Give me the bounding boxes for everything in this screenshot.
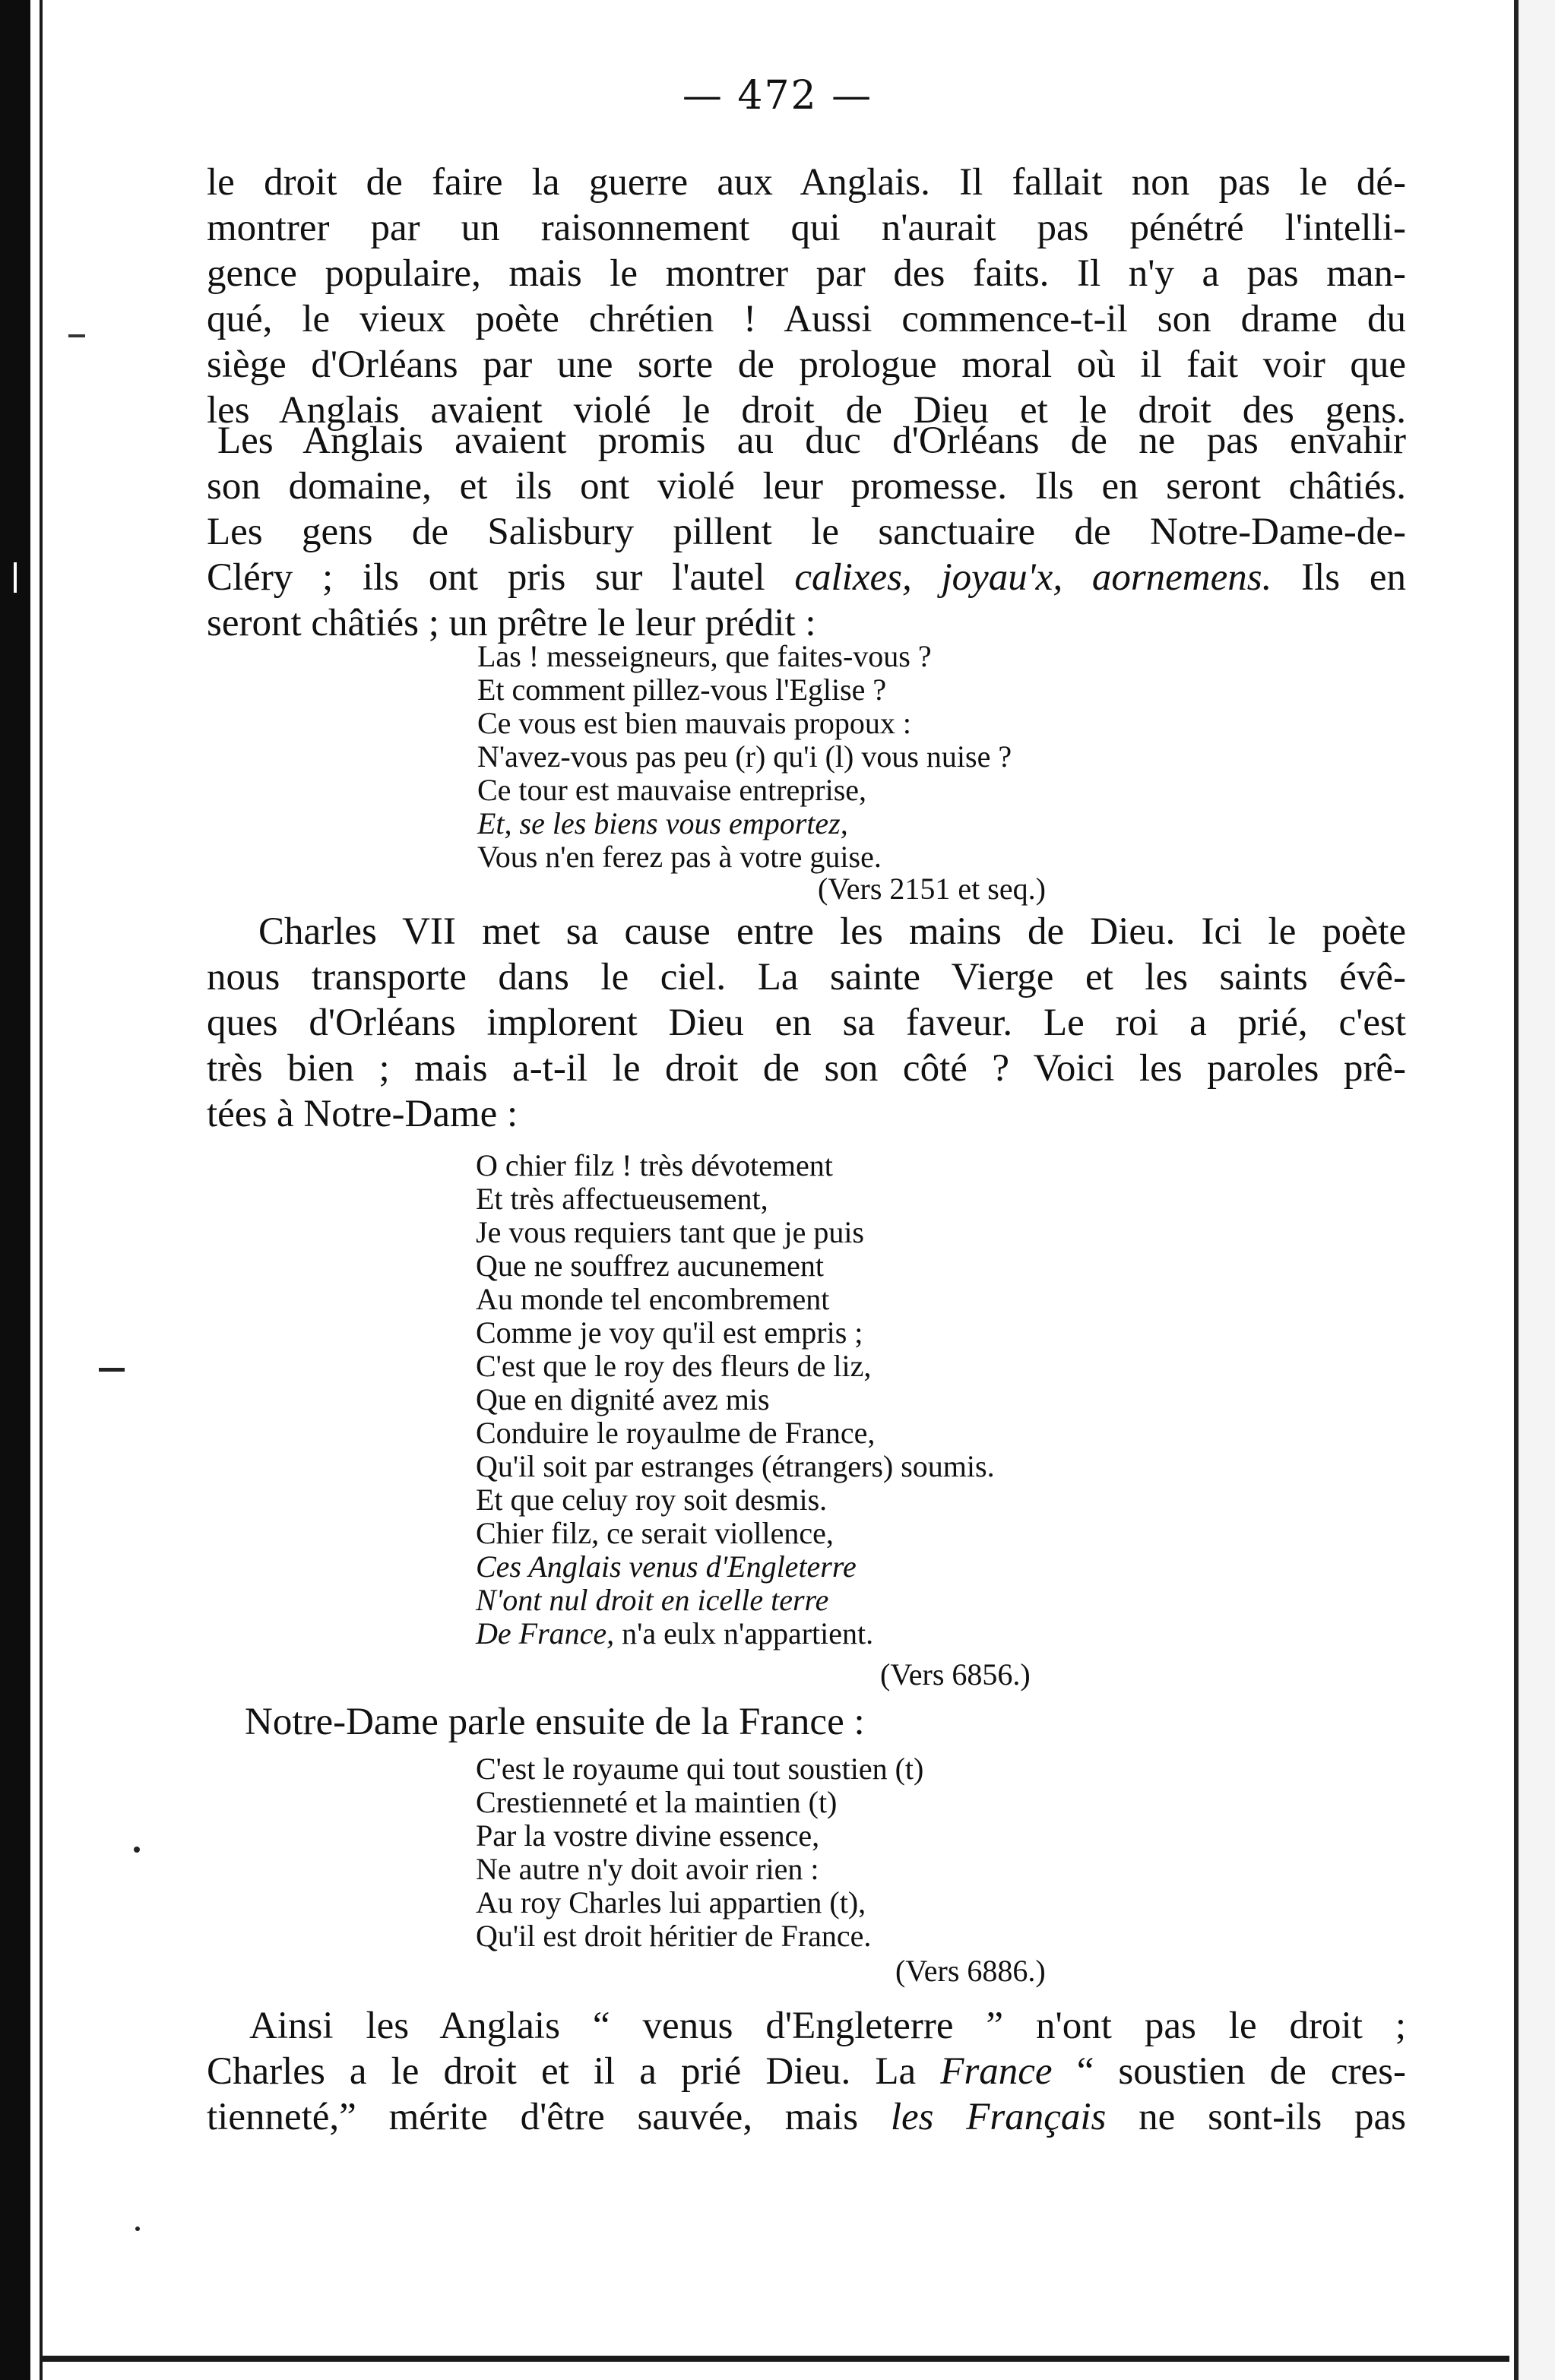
verse-line: Par la vostre divine essence, xyxy=(476,1818,820,1853)
verse-line: Ces Anglais venus d'Engleterre xyxy=(476,1549,857,1584)
verse-line: Je vous requiers tant que je puis xyxy=(476,1215,864,1249)
margin-mark xyxy=(14,562,17,593)
text-segment: “ soustien de cres- xyxy=(1076,2050,1407,2093)
binding-line xyxy=(40,0,43,2380)
verse-line: Et très affectueusement, xyxy=(476,1182,768,1216)
text-line: qué, le vieux poète chrétien ! Aussi commence-t-il son drame du xyxy=(207,298,1406,340)
text-segment: Ils en xyxy=(1301,556,1407,599)
italic-segment: De France, xyxy=(476,1616,615,1650)
text-segment: n'a eulx n'appartient. xyxy=(622,1616,874,1650)
text-segment: ne sont-ils pas xyxy=(1139,2096,1407,2138)
text-line: gence populaire, mais le montrer par des faits. Il n'y a pas man- xyxy=(207,252,1406,295)
text-line: Ainsi les Anglais “ venus d'Engleterre ” n'ont pas le droit ; xyxy=(249,2005,1406,2047)
verse-line: Qu'il est droit héritier de France. xyxy=(476,1919,872,1953)
page-edge-bottom xyxy=(43,2356,1509,2362)
paragraph-4 xyxy=(245,1699,1406,1745)
margin-mark xyxy=(99,1368,125,1372)
verse-line: O chier filz ! très dévotement xyxy=(476,1148,833,1182)
italic-segment: calixes, joyau'x, aornemens. xyxy=(794,556,1272,599)
text-line: siège d'Orléans par une sorte de prologue moral où il fait voir que xyxy=(207,343,1406,386)
page-number: — 472 — xyxy=(682,73,873,119)
verse-line: Comme je voy qu'il est empris ; xyxy=(476,1315,863,1350)
text-line: les Anglais avaient violé le droit de Dieu et le droit des gens. xyxy=(207,389,1406,432)
margin-mark xyxy=(134,1847,140,1853)
text-line: seront châtiés ; un prêtre le leur prédit : xyxy=(207,602,816,644)
text-line: le droit de faire la guerre aux Anglais. Il fallait non pas le dé- xyxy=(207,161,1406,204)
text-line xyxy=(207,2049,1406,2094)
verse-line: Ne autre n'y doit avoir rien : xyxy=(476,1852,819,1886)
text-line xyxy=(207,2094,1406,2140)
text-line: son domaine, et ils ont violé leur promesse. Ils en seront châtiés. xyxy=(207,465,1406,508)
verse-line: Au roy Charles lui appartien (t), xyxy=(476,1885,866,1920)
verse-line: C'est que le roy des fleurs de liz, xyxy=(476,1349,872,1383)
verse-line: N'ont nul droit en icelle terre xyxy=(476,1583,829,1617)
verse-line: Vous n'en ferez pas à votre guise. xyxy=(477,840,882,874)
verse-line: Qu'il soit par estranges (étrangers) soumis. xyxy=(476,1449,995,1483)
verse-line: Crestienneté et la maintien (t) xyxy=(476,1785,838,1819)
verse-line: Conduire le royaulme de France, xyxy=(476,1416,876,1450)
verse-reference: (Vers 6886.) xyxy=(895,1954,1046,1988)
text-line: Charles VII met sa cause entre les mains de Dieu. Ici le poète xyxy=(258,910,1406,953)
verse-line: Chier filz, ce serait viollence, xyxy=(476,1516,834,1550)
verse-block-1 xyxy=(477,640,1012,874)
text-line: très bien ; mais a-t-il le droit de son côté ? Voici les paroles prê- xyxy=(207,1047,1406,1090)
paragraph-3 xyxy=(207,909,1406,1137)
paragraph-2 xyxy=(207,418,1406,646)
verse-line: Que ne souffrez aucunement xyxy=(476,1249,824,1283)
verse-line: Ce vous est bien mauvais propoux : xyxy=(477,706,912,740)
paragraph-5 xyxy=(207,2003,1406,2140)
paragraph-1 xyxy=(207,160,1406,433)
verse-line: Ce tour est mauvaise entreprise, xyxy=(477,773,867,807)
verse-block-2 xyxy=(476,1149,995,1650)
verse-reference: (Vers 2151 et seq.) xyxy=(818,872,1046,906)
verse-line: Et que celuy roy soit desmis. xyxy=(476,1483,828,1517)
italic-segment: France xyxy=(940,2050,1053,2093)
text-line: nous transporte dans le ciel. La sainte Vierge et les saints évê- xyxy=(207,956,1406,999)
verse-line: N'avez-vous pas peu (r) qu'i (l) vous nuise ? xyxy=(477,739,1012,774)
verse-line xyxy=(476,1617,995,1650)
text-line: Les Anglais avaient promis au duc d'Orléans de ne pas envahir xyxy=(217,419,1406,462)
verse-line: Que en dignité avez mis xyxy=(476,1382,770,1416)
page-edge xyxy=(1509,0,1555,2380)
text-line xyxy=(207,555,1406,600)
verse-block-3 xyxy=(476,1752,923,1953)
verse-line: Et, se les biens vous emportez, xyxy=(477,806,848,840)
margin-mark xyxy=(68,334,85,337)
text-segment: Cléry ; ils ont pris sur l'autel xyxy=(207,556,765,599)
verse-reference: (Vers 6856.) xyxy=(880,1657,1031,1692)
verse-line: C'est le royaume qui tout soustien (t) xyxy=(476,1752,924,1786)
text-line: Les gens de Salisbury pillent le sanctuaire de Notre-Dame-de- xyxy=(207,511,1406,553)
verse-line: Et comment pillez-vous l'Eglise ? xyxy=(477,673,887,707)
text-line: montrer par un raisonnement qui n'aurait pas pénétré l'intelli- xyxy=(207,207,1406,249)
text-line: tées à Notre-Dame : xyxy=(207,1093,518,1135)
margin-mark xyxy=(135,2227,140,2231)
binding-shadow xyxy=(0,0,30,2380)
text-segment: tienneté,” mérite d'être sauvée, mais xyxy=(207,2096,859,2138)
text-line: Notre-Dame parle ensuite de la France : xyxy=(245,1701,865,1743)
verse-line: Las ! messeigneurs, que faites-vous ? xyxy=(477,639,932,673)
text-line: ques d'Orléans implorent Dieu en sa faveur. Le roi a prié, c'est xyxy=(207,1002,1406,1044)
verse-line: Au monde tel encombrement xyxy=(476,1282,830,1316)
italic-segment: les Français xyxy=(890,2096,1107,2138)
text-segment: Charles a le droit et il a prié Dieu. La xyxy=(207,2050,917,2093)
